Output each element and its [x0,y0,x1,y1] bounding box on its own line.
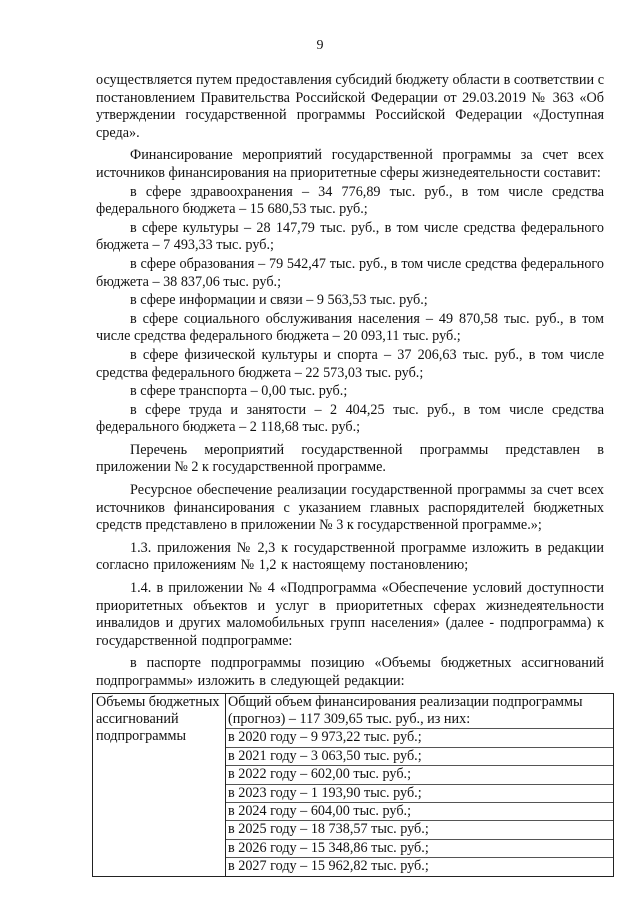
budget-value-cell [226,693,614,876]
year-row-2024: в 2024 году – 604,00 тыс. руб.; [226,803,613,821]
document-body [96,72,604,877]
paragraph-subsidy: осуществляется путем предоставления субсидий бюджету области в соответствии с постановлением Правительства Российской Федерации от 29.03.2019 № 363 «Об утверждении государственной программы Российской Федерации «Доступная среда». [96,72,604,141]
year-row-2025: в 2025 году – 18 738,57 тыс. руб.; [226,821,613,839]
paragraph-item-1-3: 1.3. приложения № 2,3 к государственной программе изложить в редакции согласно приложениям № 1,2 к настоящему постановлению; [96,539,604,574]
paragraph-sport: в сфере физической культуры и спорта – 37 206,63 тыс. руб., в том числе средства федерального бюджета – 22 573,03 тыс. руб.; [96,346,604,381]
year-row-2020: в 2020 году – 9 973,22 тыс. руб.; [226,729,613,747]
passport-table [92,693,614,877]
paragraph-education: в сфере образования – 79 542,47 тыс. руб., в том числе средства федерального бюджета – 38 837,06 тыс. руб.; [96,255,604,290]
paragraph-healthcare: в сфере здравоохранения – 34 776,89 тыс. руб., в том числе средства федерального бюджета – 15 680,53 тыс. руб.; [96,183,604,218]
year-row-2022: в 2022 году – 602,00 тыс. руб.; [226,766,613,784]
paragraph-culture: в сфере культуры – 28 147,79 тыс. руб., в том числе средства федерального бюджета – 7 493,33 тыс. руб.; [96,219,604,254]
year-row-2027: в 2027 году – 15 962,82 тыс. руб.; [228,858,429,875]
paragraph-resource-support: Ресурсное обеспечение реализации государственной программы за счет всех источников финансирования с указанием главных распорядителей бюджетных средств представлено в приложении № 3 к государственной программе.»; [96,482,604,534]
year-row-2026: в 2026 году – 15 348,86 тыс. руб.; [226,840,613,858]
page-number: 9 [316,38,324,53]
year-row-2023: в 2023 году – 1 193,90 тыс. руб.; [226,785,613,803]
paragraph-financing-intro: Финансирование мероприятий государственной программы за счет всех источников финансирования на приоритетные сферы жизнедеятельности составит: [96,147,604,181]
total-financing: Общий объем финансирования реализации подпрограммы (прогноз) – 117 309,65 тыс. руб., из них: [226,694,613,730]
paragraph-transport: в сфере транспорта – 0,00 тыс. руб.; [130,383,348,400]
year-row-2021: в 2021 году – 3 063,50 тыс. руб.; [226,748,613,766]
paragraph-social-service: в сфере социального обслуживания населения – 49 870,58 тыс. руб., в том числе средства федерального бюджета – 20 093,11 тыс. руб.; [96,310,604,345]
table-row [93,693,614,876]
paragraph-information: в сфере информации и связи – 9 563,53 тыс. руб.; [130,292,428,309]
budget-label-cell: Объемы бюджетных ассигнований подпрограммы [93,693,226,876]
paragraph-item-1-4: 1.4. в приложении № 4 «Подпрограмма «Обеспечение условий доступности приоритетных объектов и услуг в приоритетных сферах жизнедеятельности инвалидов и других маломобильных групп населения» (далее - подпрограмма) к государственной подпрограмме: [96,580,604,649]
paragraph-labour: в сфере труда и занятости – 2 404,25 тыс. руб., в том числе средства федерального бюджета – 2 118,68 тыс. руб.; [96,401,604,436]
paragraph-measures-list: Перечень мероприятий государственной программы представлен в приложении № 2 к государственной программе. [96,441,604,476]
paragraph-passport: в паспорте подпрограммы позицию «Объемы бюджетных ассигнований подпрограммы» изложить в следующей редакции: [96,655,604,689]
